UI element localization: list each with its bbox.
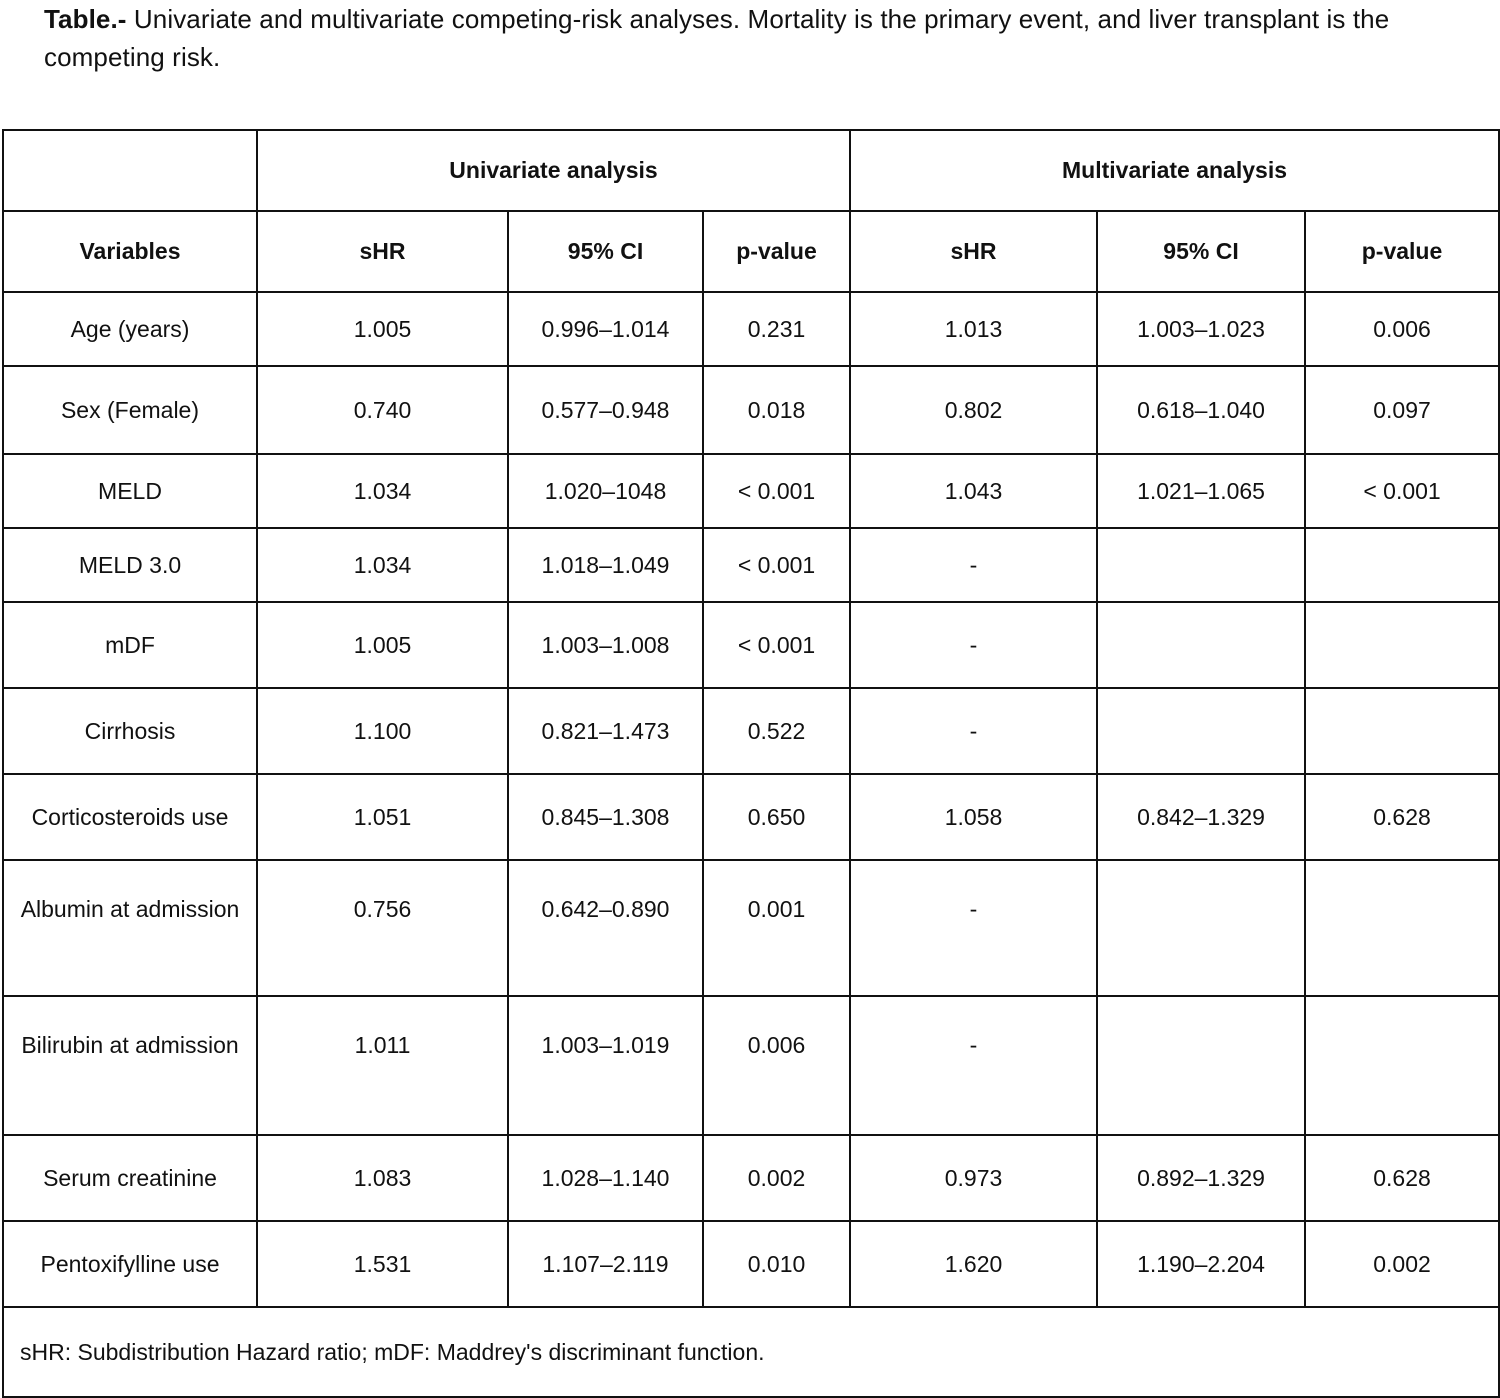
uni-ci-cell: 1.107–2.119 bbox=[508, 1221, 703, 1307]
uni-pvalue-cell: 0.231 bbox=[703, 292, 850, 366]
uni-pvalue-cell: 0.010 bbox=[703, 1221, 850, 1307]
multi-ci-cell: 1.003–1.023 bbox=[1097, 292, 1305, 366]
uni-shr-cell: 1.531 bbox=[257, 1221, 508, 1307]
multi-pvalue-cell bbox=[1305, 528, 1499, 602]
multi-shr-cell: 0.973 bbox=[850, 1135, 1097, 1221]
multi-shr-cell: 1.058 bbox=[850, 774, 1097, 860]
table-row bbox=[3, 1135, 1499, 1221]
footnote-row bbox=[3, 1307, 1499, 1397]
variable-cell: MELD bbox=[3, 454, 257, 528]
uni-shr-cell: 1.034 bbox=[257, 528, 508, 602]
col-header-multi-shr: sHR bbox=[850, 211, 1097, 292]
caption-text: Univariate and multivariate competing-risk analyses. Mortality is the primary event, and liver transplant is the competing risk. bbox=[44, 4, 1390, 72]
uni-shr-cell: 1.011 bbox=[257, 996, 508, 1135]
col-header-variables: Variables bbox=[3, 211, 257, 292]
uni-pvalue-cell: 0.006 bbox=[703, 996, 850, 1135]
multi-ci-cell bbox=[1097, 602, 1305, 688]
table-row bbox=[3, 860, 1499, 996]
multi-pvalue-cell bbox=[1305, 860, 1499, 996]
variable-cell: mDF bbox=[3, 602, 257, 688]
uni-ci-cell: 0.845–1.308 bbox=[508, 774, 703, 860]
uni-ci-cell: 0.642–0.890 bbox=[508, 860, 703, 996]
uni-pvalue-cell: 0.001 bbox=[703, 860, 850, 996]
uni-ci-cell: 0.577–0.948 bbox=[508, 366, 703, 454]
results-table bbox=[2, 129, 1500, 1398]
multi-ci-cell: 0.892–1.329 bbox=[1097, 1135, 1305, 1221]
variable-cell: Pentoxifylline use bbox=[3, 1221, 257, 1307]
table-row bbox=[3, 528, 1499, 602]
uni-pvalue-cell: < 0.001 bbox=[703, 602, 850, 688]
multi-pvalue-cell: 0.628 bbox=[1305, 774, 1499, 860]
multi-pvalue-cell: < 0.001 bbox=[1305, 454, 1499, 528]
multi-ci-cell: 1.021–1.065 bbox=[1097, 454, 1305, 528]
uni-pvalue-cell: < 0.001 bbox=[703, 454, 850, 528]
table-row bbox=[3, 454, 1499, 528]
multi-shr-cell: - bbox=[850, 688, 1097, 774]
col-header-multi-pvalue: p-value bbox=[1305, 211, 1499, 292]
uni-ci-cell: 1.018–1.049 bbox=[508, 528, 703, 602]
uni-pvalue-cell: 0.650 bbox=[703, 774, 850, 860]
uni-shr-cell: 1.051 bbox=[257, 774, 508, 860]
uni-pvalue-cell: 0.018 bbox=[703, 366, 850, 454]
column-header-row bbox=[3, 211, 1499, 292]
multi-pvalue-cell: 0.628 bbox=[1305, 1135, 1499, 1221]
variable-cell: Age (years) bbox=[3, 292, 257, 366]
multi-ci-cell bbox=[1097, 528, 1305, 602]
variable-cell: Serum creatinine bbox=[3, 1135, 257, 1221]
variable-cell: MELD 3.0 bbox=[3, 528, 257, 602]
table-footnote: sHR: Subdistribution Hazard ratio; mDF: Maddrey's discriminant function. bbox=[3, 1307, 1499, 1397]
variable-cell: Sex (Female) bbox=[3, 366, 257, 454]
uni-ci-cell: 1.020–1048 bbox=[508, 454, 703, 528]
multi-ci-cell bbox=[1097, 860, 1305, 996]
multi-shr-cell: 1.013 bbox=[850, 292, 1097, 366]
uni-shr-cell: 1.100 bbox=[257, 688, 508, 774]
variable-cell: Albumin at admission bbox=[3, 860, 257, 996]
group-header-row bbox=[3, 130, 1499, 211]
table-row bbox=[3, 996, 1499, 1135]
table-row bbox=[3, 688, 1499, 774]
multi-pvalue-cell bbox=[1305, 602, 1499, 688]
table-caption bbox=[44, 0, 1474, 76]
multi-pvalue-cell bbox=[1305, 996, 1499, 1135]
multi-shr-cell: - bbox=[850, 528, 1097, 602]
uni-ci-cell: 1.003–1.008 bbox=[508, 602, 703, 688]
uni-shr-cell: 1.005 bbox=[257, 292, 508, 366]
multi-ci-cell: 0.842–1.329 bbox=[1097, 774, 1305, 860]
table-row bbox=[3, 292, 1499, 366]
multi-pvalue-cell bbox=[1305, 688, 1499, 774]
multi-shr-cell: - bbox=[850, 602, 1097, 688]
uni-shr-cell: 0.756 bbox=[257, 860, 508, 996]
univariate-group-header: Univariate analysis bbox=[257, 130, 850, 211]
multi-shr-cell: 1.043 bbox=[850, 454, 1097, 528]
col-header-uni-ci: 95% CI bbox=[508, 211, 703, 292]
multi-ci-cell bbox=[1097, 688, 1305, 774]
col-header-multi-ci: 95% CI bbox=[1097, 211, 1305, 292]
table-row bbox=[3, 774, 1499, 860]
multi-pvalue-cell: 0.006 bbox=[1305, 292, 1499, 366]
uni-ci-cell: 1.028–1.140 bbox=[508, 1135, 703, 1221]
multi-shr-cell: 1.620 bbox=[850, 1221, 1097, 1307]
multi-ci-cell: 1.190–2.204 bbox=[1097, 1221, 1305, 1307]
table-row bbox=[3, 602, 1499, 688]
multi-shr-cell: - bbox=[850, 996, 1097, 1135]
table-row bbox=[3, 366, 1499, 454]
empty-header-cell bbox=[3, 130, 257, 211]
multi-shr-cell: - bbox=[850, 860, 1097, 996]
variable-cell: Cirrhosis bbox=[3, 688, 257, 774]
variable-cell: Corticosteroids use bbox=[3, 774, 257, 860]
uni-pvalue-cell: < 0.001 bbox=[703, 528, 850, 602]
uni-shr-cell: 1.005 bbox=[257, 602, 508, 688]
caption-label: Table.- bbox=[44, 4, 127, 34]
uni-shr-cell: 0.740 bbox=[257, 366, 508, 454]
variable-cell: Bilirubin at admission bbox=[3, 996, 257, 1135]
multi-pvalue-cell: 0.002 bbox=[1305, 1221, 1499, 1307]
multi-shr-cell: 0.802 bbox=[850, 366, 1097, 454]
multivariate-group-header: Multivariate analysis bbox=[850, 130, 1499, 211]
col-header-uni-shr: sHR bbox=[257, 211, 508, 292]
uni-shr-cell: 1.083 bbox=[257, 1135, 508, 1221]
uni-pvalue-cell: 0.002 bbox=[703, 1135, 850, 1221]
uni-ci-cell: 1.003–1.019 bbox=[508, 996, 703, 1135]
col-header-uni-pvalue: p-value bbox=[703, 211, 850, 292]
uni-ci-cell: 0.996–1.014 bbox=[508, 292, 703, 366]
uni-pvalue-cell: 0.522 bbox=[703, 688, 850, 774]
multi-ci-cell: 0.618–1.040 bbox=[1097, 366, 1305, 454]
multi-ci-cell bbox=[1097, 996, 1305, 1135]
multi-pvalue-cell: 0.097 bbox=[1305, 366, 1499, 454]
uni-shr-cell: 1.034 bbox=[257, 454, 508, 528]
uni-ci-cell: 0.821–1.473 bbox=[508, 688, 703, 774]
table-row bbox=[3, 1221, 1499, 1307]
